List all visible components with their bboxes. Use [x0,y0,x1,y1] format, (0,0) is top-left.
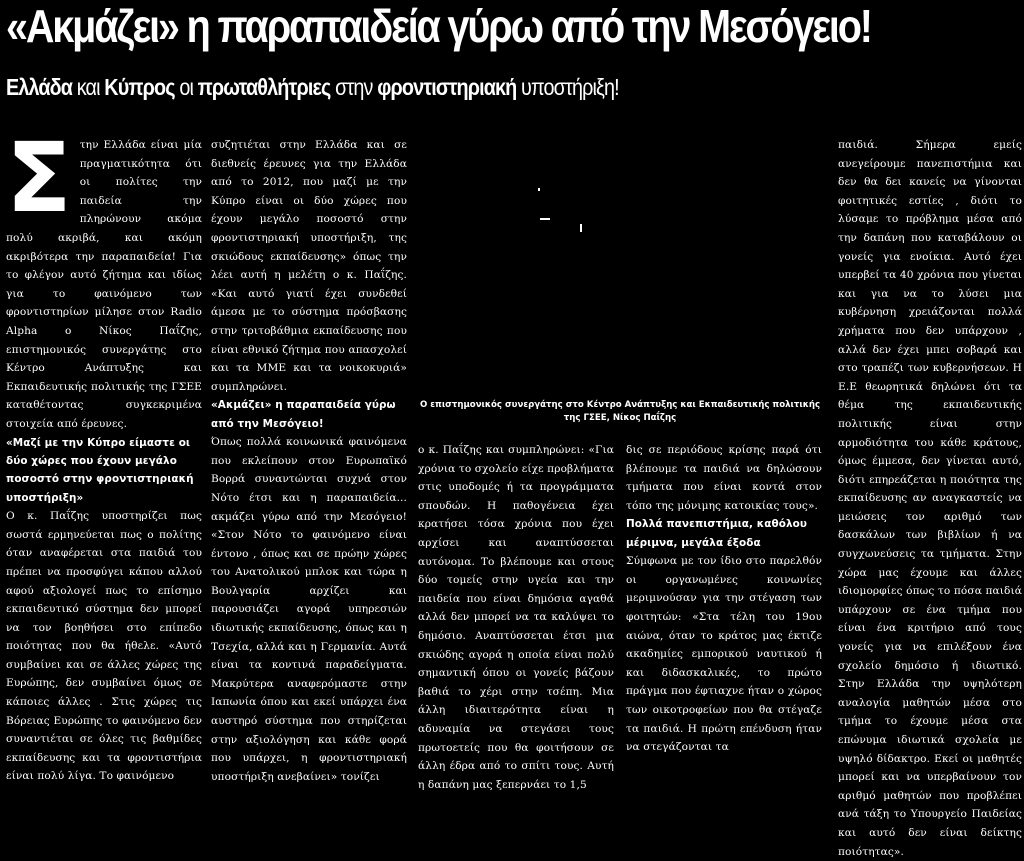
subhead-part4: οι [174,74,198,100]
subhead-part5: πρωταθλήτριες [197,74,331,100]
article-column-4 [626,441,822,757]
article-column-3 [418,441,614,794]
portrait-photo [418,136,822,392]
subhead-part8: υποστήριξη! [516,74,619,100]
photo-detail [540,218,550,220]
subheadline [6,72,619,102]
column-2-paragraph-1: συζητιέται στην Ελλάδα και σε διεθνείς έρευνες για την Ελλάδα από το 2012, που μαζί με την Κύπρο είναι οι δύο χώρες που έχουν μεγάλο ποσοστό στην φροντιστηριακή υποστήριξη, της σκιώδους εκπαίδευσης» όπως την λέει αυτή η μελέτη ο κ. Παΐζης. «Και αυτό γιατί έχει συνδεθεί άμεσα με το σύστημα πρόσβασης στην τριτοβάθμια εκπαίδευσης που είναι εθνικό ζήτημα που απασχολεί και τα ΜΜΕ και τα νοικοκυριά» συμπληρώνει. [211,139,407,393]
photo-detail [580,224,582,232]
article-column-2 [211,136,407,786]
subhead-part6: στην [330,74,378,100]
column-1-paragraph-2: Ο κ. Παΐζης υποστηρίζει πως σωστά ερμηνεύεται πως ο πολίτης όταν αναφέρεται στα παιδιά του πρέπει να προσφύγει κάπου αλλού αφού αξιολογεί πως το επίσημο εκπαιδευτικό σύστημα δεν μπορεί να τον βοηθήσει στο επίπεδο ποιότητας που θα ήθελε. «Αυτό συμβαίνει και σε άλλες χώρες της Ευρώπης, δεν συμβαίνει όμως σε κάποιες άλλες . Στις χώρες τις Βόρειας Ευρώπης το φαινόμενο δεν συναντιέται σε όλες τις βαθμίδες εκπαίδευσης και τα φροντιστήρια είναι πολύ λίγα. Το φαινόμενο [6,510,202,783]
drop-cap: Σ [6,122,72,234]
column-4-paragraph-1: δις σε περιόδους κρίσης παρά ότι βλέπουμε τα παιδιά να δηλώσουν τμήματα που είναι κοντά στον τόπο της μόνιμης κατοικίας τους». [626,444,822,512]
photo-caption: Ο επιστημονικός συνεργάτης στο Κέντρο Ανάπτυξης και Εκπαιδευτικής πολιτικής της ΓΣΕΕ, Νίκος Παΐζης [419,400,821,423]
subhead-part3: Κύπρος [104,74,175,100]
article-column-1 [6,122,202,786]
headline: «Ακμάζει» η παραπαιδεία γύρω από την Μεσόγειο! [6,0,871,52]
column-1-paragraph-1: την Ελλάδα είναι μία πραγματικότητα ότι οι πολίτες την παιδεία την πληρώνουν ακόμα πολύ ακριβά, και ακόμη ακριβότερα την παραπαιδεία! Για το φλέγον αυτό ζήτημα και ιδίως για το φαινόμενο των φροντιστηρίων μίλησε στον Radio Alpha ο Νίκος Παΐζης, επιστημονικός συνεργάτης στο Κέντρο Ανάπτυξης και Εκπαιδευτικής πολιτικής της ΓΣΕΕ καταθέτοντας συγκεκριμένα στοιχεία από έρευνες. [6,139,202,430]
column-5-paragraph-1: παιδιά. Σήμερα εμείς ανεγείρουμε πανεπιστήμια και δεν θα δει κανείς να γίνονται φοιτητικές εστίες , διότι το λύσαμε το πρόβλημα μέσα από την δαπάνη που καταβάλουν οι γονείς για ενοίκια. Αυτό έχει υπερβεί τα 40 χρόνια που γίνεται και για να το λύσει μια κυβέρνηση χρειάζονται πολλά χρήματα που δεν υπάρχουν , αλλά δεν έχει μπει σοβαρά και στο τραπέζι των κυβερνήσεων. Η Ε.Ε θεωρητικά δηλώνει ότι τα θέμα της εκπαιδευτικής πολιτικής είναι στην αρμοδιότητα του κάθε κράτους, όμως έμμεσα, δεν γίνεται αυτό, διότι επηρεάζεται η ποιότητα της εκπαίδευσης αν αναγκαστείς να μειώσεις τον αριθμό των δασκάλων των βιβλίων ή να συγχωνεύσεις τα τμήματα. Στην χώρα μας έχουμε και άλλες ιδιομορφίες όπως το πόσα παιδιά υπάρχουν σε ένα τμήμα που είναι ένα κριτήριο από τους γονείς για να επιλέξουν ένα σχολείο δημόσιο ή ιδιωτικό. Στην Ελλάδα την υψηλότερη αναλογία μαθητών μέσα στο τμήμα το έχουμε μέσα στα επώνυμα ιδιωτικά σχολεία με υψηλό δίδακτρο. Εκεί οι μαθητές μπορεί και να υπερβαίνουν τον αριθμό μαθητών που προβλέπει ανά τάξη το Υπουργείο Παιδείας και αυτό δεν είναι δείκτης ποιότητας». [838,139,1022,858]
subhead-part2: και [72,74,105,100]
column-4-crosshead: Πολλά πανεπιστήμια, καθόλου μέριμνα, μεγάλα έξοδα [626,518,807,549]
article-column-5 [838,136,1022,861]
subhead-part7: φροντιστηριακή [377,74,517,100]
column-2-crosshead: «Ακμάζει» η παραπαιδεία γύρω από την Μεσόγειο! [211,399,396,430]
column-2-paragraph-2: Όπως πολλά κοινωνικά φαινόμενα που εκλείπουν στον Ευρωπαϊκό Βορρά συναντώνται συχνά στον Νότο έτσι και η παραπαιδεία... ακμάζει γύρω από την Μεσόγειο! «Στον Νότο το φαινόμενο είναι έντονο , όπως και σε πρώην χώρες του Ανατολικού μπλοκ και τώρα η Βουλγαρία αρχίζει και παρουσιάζει αγορά υπηρεσιών ιδιωτικής εκπαίδευσης, όπως και η Τσεχία, αλλά και η Γερμανία. Αυτά είναι τα κοντινά παραδείγματα. Μακρύτερα αναφερόμαστε στην Ιαπωνία όπου και εκεί υπάρχει ένα αυστηρό σύστημα που στηρίζεται στην αξιολόγηση και κάθε φορά που υπάρχει, η φροντιστηριακή υποστήριξη ανεβαίνει» τονίζει [211,436,407,783]
column-3-paragraph-1: ο κ. Παΐζης και συμπληρώνει: «Για χρόνια το σχολείο είχε προβλήματα στις υποδομές ή τα προγράμματα σπουδών. Η παθογένεια έχει κρατήσει τόσα χρόνια που έχει αρχίσει και αναπτύσσεται αυτόνομα. Το βλέπουμε και στους δύο τομείς στην υγεία και την παιδεία που είναι δημόσια αγαθά αλλά δεν μπορεί να τα καλύψει το δημόσιο. Αναπτύσσεται έτσι μια σκιώδης αγορά η οποία είναι πολύ σημαντική όπου οι γονείς βάζουν βαθιά το χέρι στην τσέπη. Μια άλλη ιδιαιτερότητα είναι η αδυναμία να στεγάσει τους πρωτοετείς που θα φοιτήσουν σε άλλη έδρα από το σπίτι τους. Αυτή η δαπάνη μας ξεπερνάει το 1,5 [418,444,614,791]
column-4-paragraph-2: Σύμφωνα με τον ίδιο στο παρελθόν οι οργανωμένες κοινωνίες μεριμνούσαν για την στέγαση των φοιτητών: «Στα τέλη του 19ου αιώνα, όταν το κράτος μας έκτιζε ακαδημίες εμπορικού ναυτικού ή και διδασκαλικές, το πρώτο πράγμα που έφτιαχνε ήταν ο χώρος των οικοτροφείων που θα στέγαζε τα παιδιά. Η πρώτη επένδυση ήταν να στεγάζονται τα [626,555,822,754]
photo-detail [538,188,540,191]
column-1-crosshead: «Μαζί με την Κύπρο είμαστε οι δύο χώρες που έχουν μεγάλο ποσοστό στην φροντιστηριακή υποστήριξη» [6,436,194,504]
subhead-part1: Ελλάδα [6,74,73,100]
